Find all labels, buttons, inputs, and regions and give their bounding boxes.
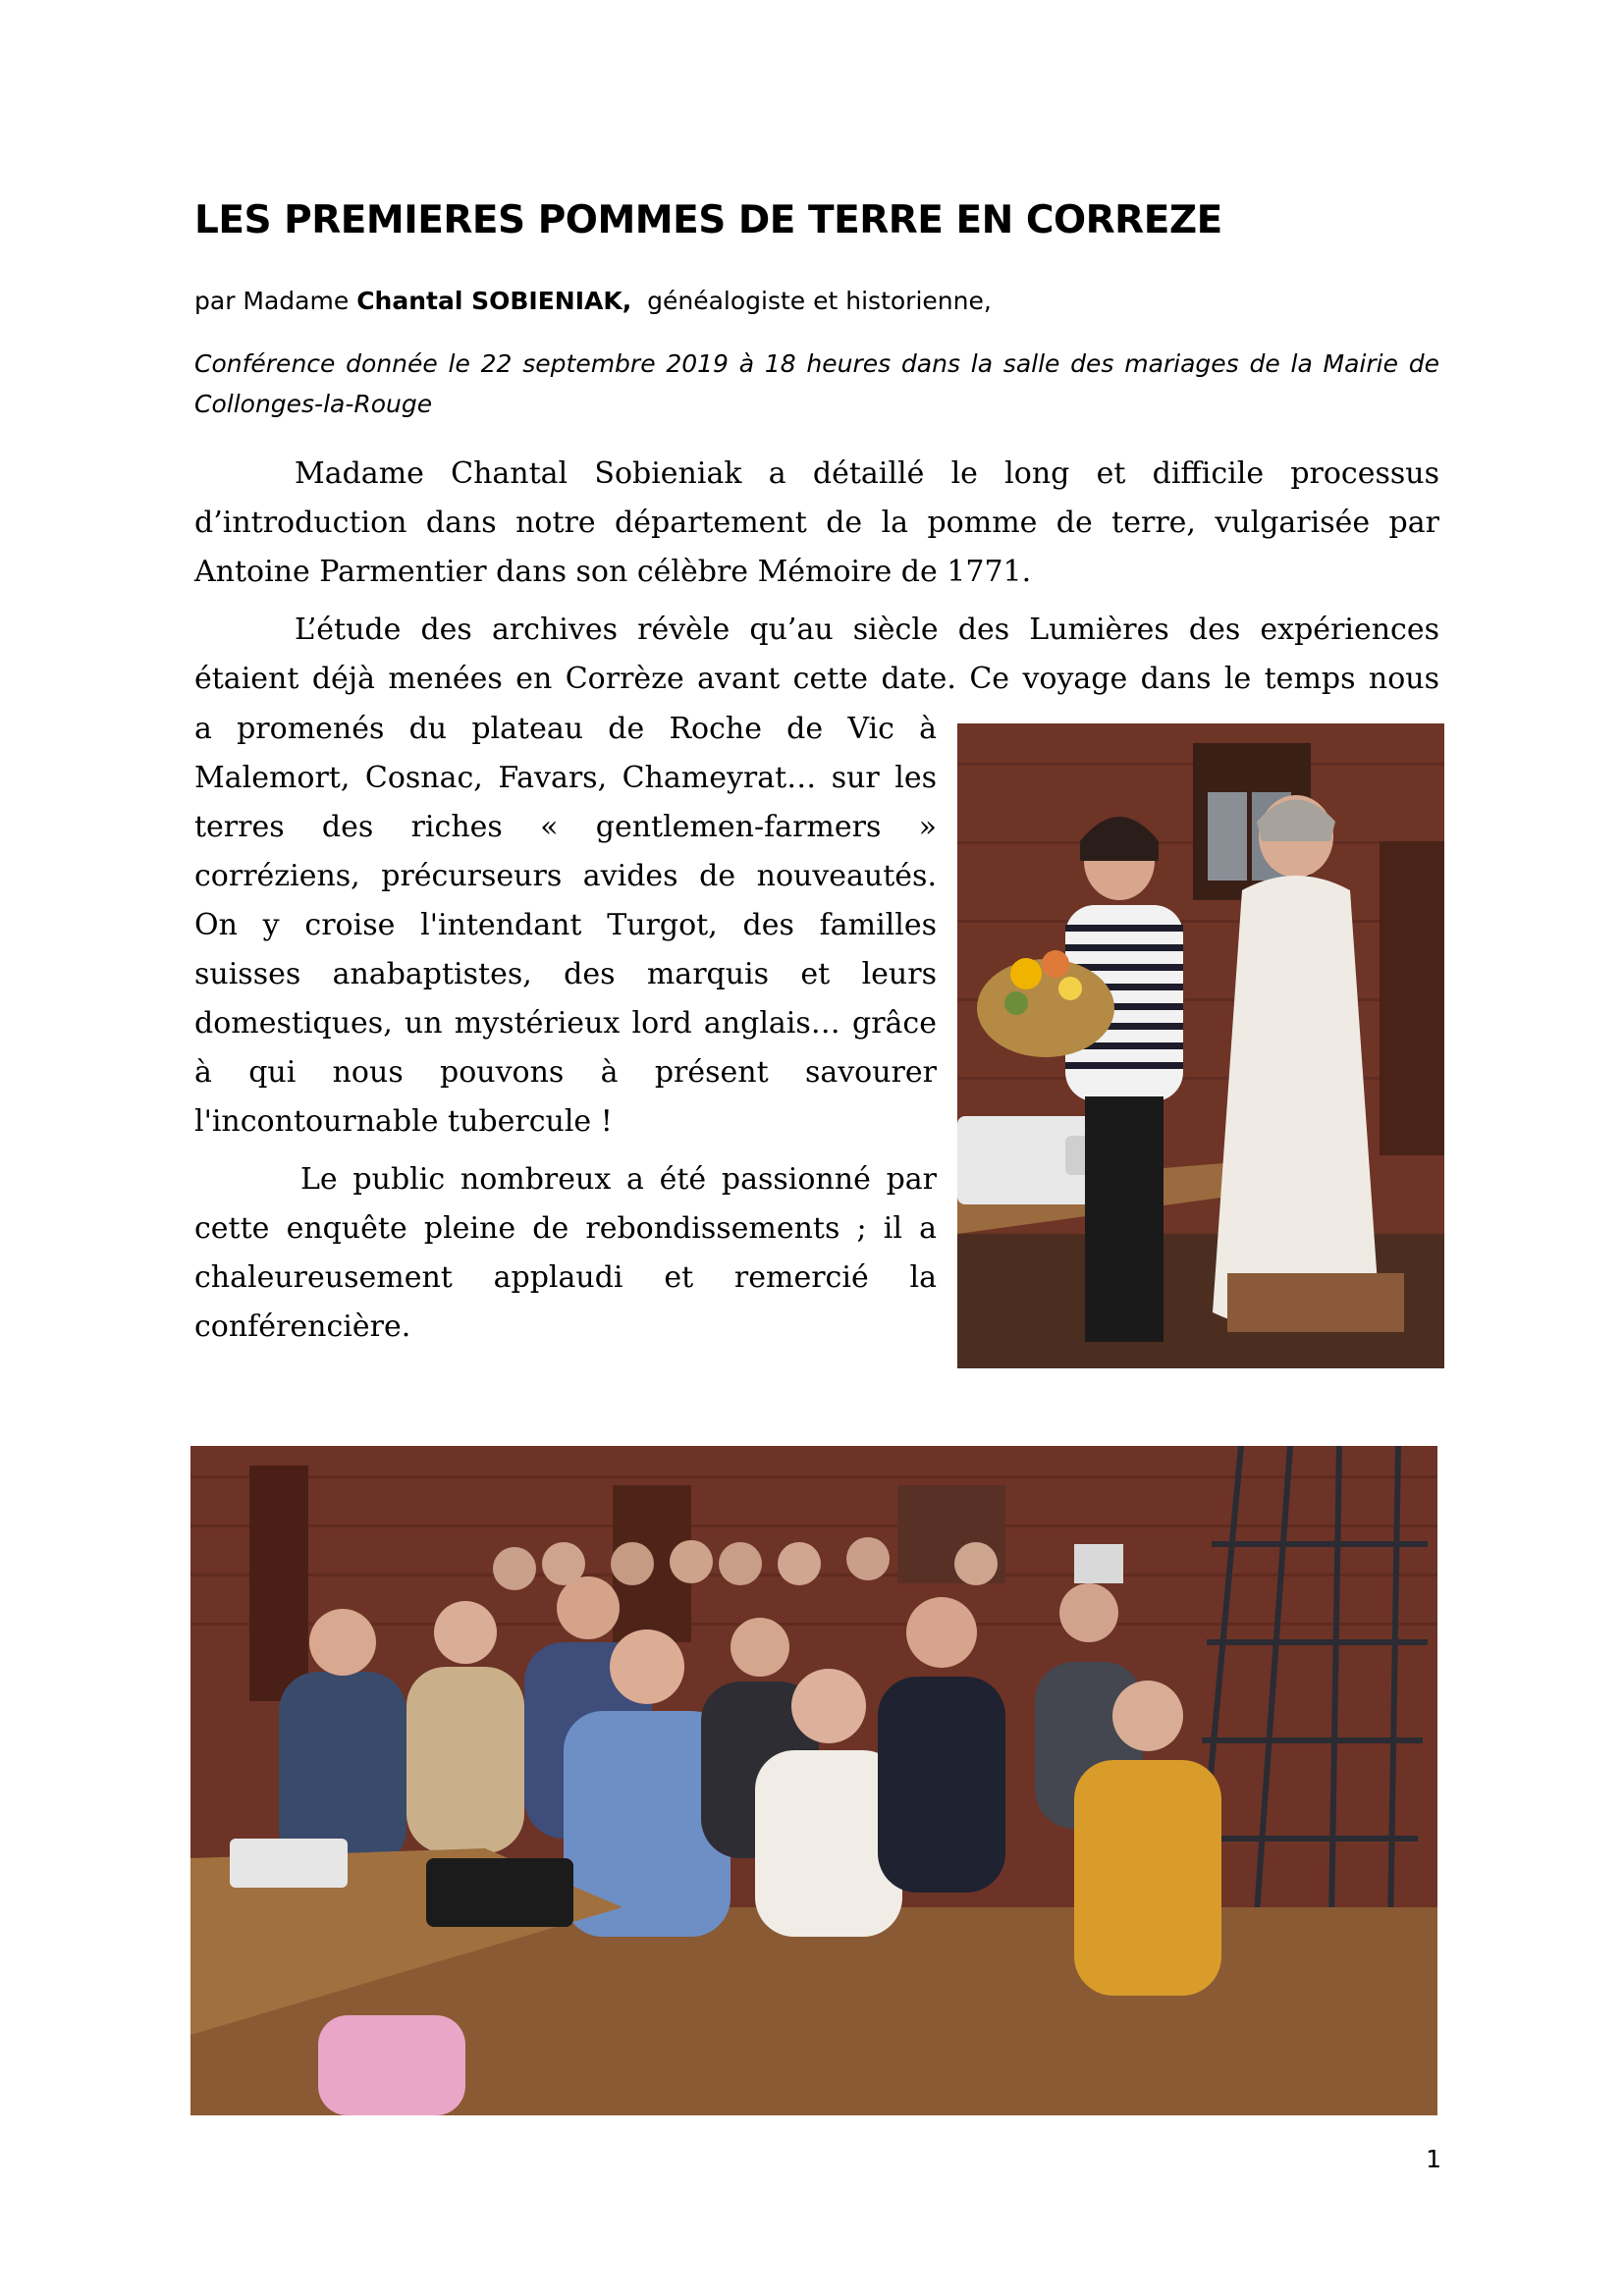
paragraph-archives-continued: a promenés du plateau de Roche de Vic à Malemort, Cosnac, Favars, Chameyrat… sur les terres des riches « gentlemen-farmers » corréziens, précurseurs avides de nouveautés. On y croise l'intendant Turgot, des familles suisses anabaptistes, des marquis et leurs domestiques, un mystérieux lord anglais… grâce à qui nous pouvons à présent savourer l'incontournable tubercule ! [194,712,937,1139]
paragraph-audience: Le public nombreux a été passionné par cette enquête pleine de rebondissements ; il a chaleureusement applaudi et remercié la conférencière. [194,1162,937,1344]
conference-details: Conférence donnée le 22 septembre 2019 à 18 heures dans la salle des mariages de la Mairie de Collonges-la-Rouge [194,349,1439,418]
audience-photo-image [190,1446,1437,2115]
author-name: Chantal SOBIENIAK, [356,287,632,315]
author-byline [194,285,1441,318]
speaker-photo-image [957,723,1444,1368]
author-role: généalogiste et historienne, [631,287,992,315]
paragraph-intro: Madame Chantal Sobieniak a détaillé le long et difficile processus d’introduction dans notre département de la pomme de terre, vulgarisée par Antoine Parmentier dans son célèbre Mémoire de 1771. [194,456,1439,589]
paragraph-archives-first-lines: L’étude des archives révèle qu’au siècle des Lumières des expériences étaient déjà menées en Corrèze avant cette date. Ce voyage dans le temps nous [194,613,1439,696]
byline-prefix: par Madame [194,287,357,315]
document-title: LES PREMIERES POMMES DE TERRE EN CORREZE [194,198,1222,242]
audience-photo [190,1446,1437,2115]
speaker-photo [957,723,1444,1368]
page-number: 1 [1426,2145,1441,2173]
